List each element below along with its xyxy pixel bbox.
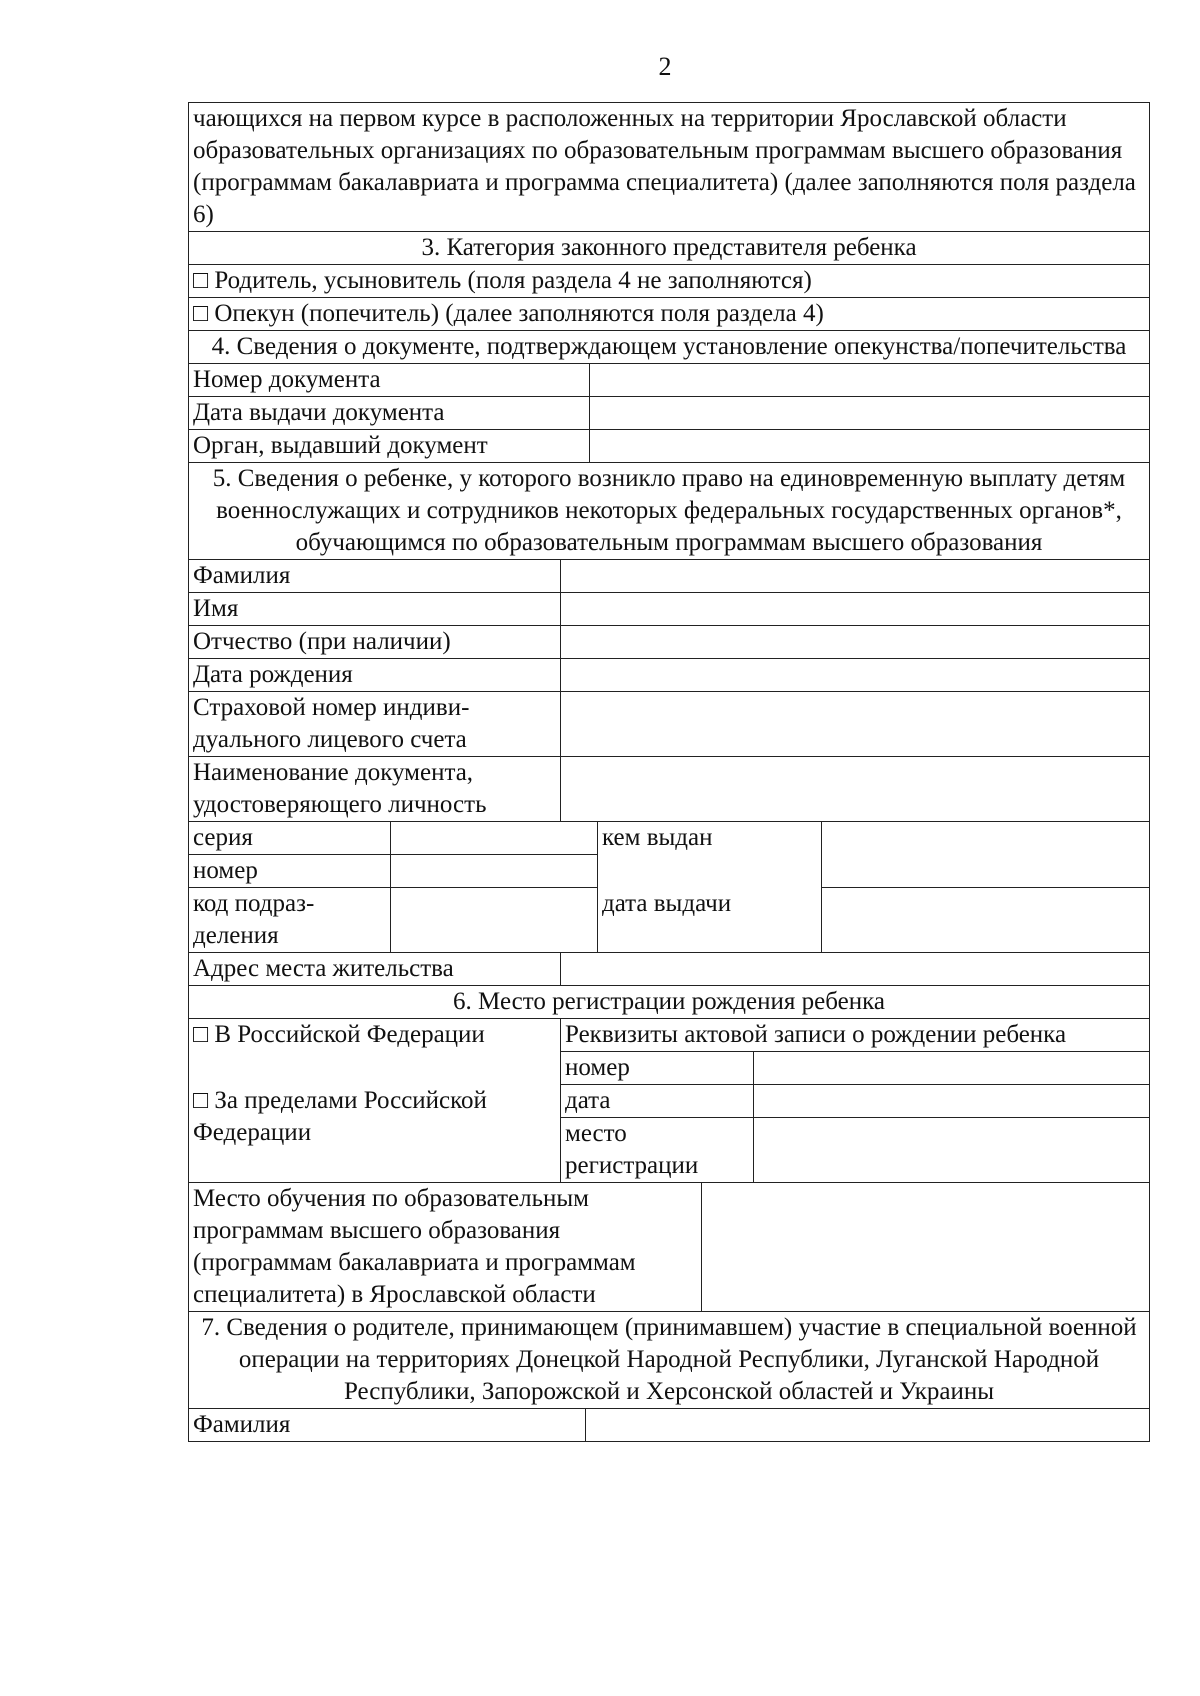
section7-title: 7. Сведения о родителе, принимающем (принимавшем) участие в специальной военной операции на территориях Донецкой Народной Республики, Луганской Народной Республики, Запорожской и Херсонской областей и Украины xyxy=(201,1314,1137,1405)
dept-code-field[interactable] xyxy=(391,888,598,952)
act-record-block xyxy=(561,1019,1149,1182)
section3-header xyxy=(188,232,1150,265)
section5-title: 5. Сведения о ребенке, у которого возникло право на единовременную выплату детям военнослужащих и сотрудников некоторых федеральных государственных органов*, обучающимся по образовательным программам высшего образования xyxy=(212,465,1126,556)
child-snils-field[interactable] xyxy=(560,692,1149,756)
section5-header xyxy=(188,463,1150,560)
issue-date-label: дата выдачи xyxy=(598,888,822,952)
child-name-field[interactable] xyxy=(560,593,1149,625)
birth-registration-block xyxy=(188,1019,1150,1183)
child-id-doc-field[interactable] xyxy=(560,757,1149,821)
parent-surname-field[interactable] xyxy=(585,1409,1149,1441)
study-place-label: Место обучения по образовательным программам высшего образования (программам бакалавриата и программам специалитета) в Ярославской области xyxy=(193,1185,636,1308)
child-birthdate-row xyxy=(188,659,1150,692)
option-parent-checkbox[interactable]: □ Родитель, усыновитель (поля раздела 4 не заполняются) xyxy=(193,267,812,294)
page-number: 2 xyxy=(658,52,672,81)
child-birthdate-field[interactable] xyxy=(560,659,1149,691)
doc-issuer-row xyxy=(188,430,1150,463)
act-date-row xyxy=(561,1084,1149,1117)
address-field[interactable] xyxy=(560,953,1149,985)
act-number-label: номер xyxy=(561,1052,754,1084)
dept-code-label: код подраз-деления xyxy=(189,888,391,952)
intro-text: чающихся на первом курсе в расположенных на территории Ярославской области образовательных организациях по образовательным программам высшего образования (программам бакалавриата и программа специалитета) (далее заполняются поля раздела 6) xyxy=(193,105,1136,228)
section4-header xyxy=(188,331,1150,364)
doc-date-field[interactable] xyxy=(589,397,1149,429)
application-form xyxy=(188,102,1150,1442)
doc-number-label: Номер документа xyxy=(193,366,381,393)
child-patronymic-label: Отчество (при наличии) xyxy=(193,628,451,655)
child-name-label: Имя xyxy=(193,595,239,622)
child-snils-label: Страховой номер индиви-дуального лицевого счета xyxy=(193,694,470,753)
doc-number-field[interactable] xyxy=(589,364,1149,396)
option-guardian-checkbox[interactable]: □ Опекун (попечитель) (далее заполняются поля раздела 4) xyxy=(193,300,824,327)
parent-surname-row xyxy=(188,1409,1150,1442)
act-date-label: дата xyxy=(561,1085,754,1117)
parent-surname-label: Фамилия xyxy=(193,1411,291,1438)
section7-header xyxy=(188,1312,1150,1409)
child-id-doc-row xyxy=(188,757,1150,822)
act-place-label: место регистрации xyxy=(561,1118,754,1182)
act-date-field[interactable] xyxy=(754,1085,1149,1117)
study-place-field[interactable] xyxy=(701,1183,1149,1311)
child-id-doc-details xyxy=(188,822,1150,953)
issued-by-label: кем выдан xyxy=(598,822,822,888)
act-number-field[interactable] xyxy=(754,1052,1149,1084)
series-label: серия xyxy=(189,822,391,855)
act-number-row xyxy=(561,1052,1149,1084)
intro-row xyxy=(188,102,1150,232)
number-field[interactable] xyxy=(391,855,598,888)
section6-header xyxy=(188,986,1150,1019)
section3-title: 3. Категория законного представителя ребенка xyxy=(421,234,917,261)
child-name-row xyxy=(188,593,1150,626)
doc-issuer-label: Орган, выдавший документ xyxy=(193,432,488,459)
section3-option-guardian-row[interactable] xyxy=(188,298,1150,331)
options-spacer xyxy=(193,1051,556,1085)
child-snils-row xyxy=(188,692,1150,757)
child-birthdate-label: Дата рождения xyxy=(193,661,353,688)
doc-number-row xyxy=(188,364,1150,397)
child-id-doc-label: Наименование документа, удостоверяющего личность xyxy=(193,759,487,818)
section4-title: 4. Сведения о документе, подтверждающем установление опекунства/попечительства xyxy=(211,333,1127,360)
doc-issuer-field[interactable] xyxy=(589,430,1149,462)
in-rf-checkbox[interactable]: □ В Российской Федерации xyxy=(193,1021,485,1048)
child-surname-field[interactable] xyxy=(560,560,1149,592)
child-surname-row xyxy=(188,560,1150,593)
series-field[interactable] xyxy=(391,822,598,855)
address-row xyxy=(188,953,1150,986)
study-place-row xyxy=(188,1183,1150,1312)
act-place-row xyxy=(561,1117,1149,1182)
child-surname-label: Фамилия xyxy=(193,562,291,589)
address-label: Адрес места жительства xyxy=(193,955,454,982)
outside-rf-checkbox[interactable]: □ За пределами Российской Федерации xyxy=(193,1087,487,1146)
act-record-title: Реквизиты актовой записи о рождении ребенка xyxy=(561,1019,1149,1052)
number-label: номер xyxy=(189,855,391,888)
birth-place-options xyxy=(189,1019,561,1182)
section6-title: 6. Место регистрации рождения ребенка xyxy=(453,988,885,1015)
child-patronymic-row xyxy=(188,626,1150,659)
section3-option-parent-row[interactable] xyxy=(188,265,1150,298)
doc-date-row xyxy=(188,397,1150,430)
child-patronymic-field[interactable] xyxy=(560,626,1149,658)
act-place-field[interactable] xyxy=(754,1118,1149,1182)
issue-date-field[interactable] xyxy=(822,888,1149,952)
issued-by-field[interactable] xyxy=(822,822,1149,888)
doc-date-label: Дата выдачи документа xyxy=(193,399,445,426)
